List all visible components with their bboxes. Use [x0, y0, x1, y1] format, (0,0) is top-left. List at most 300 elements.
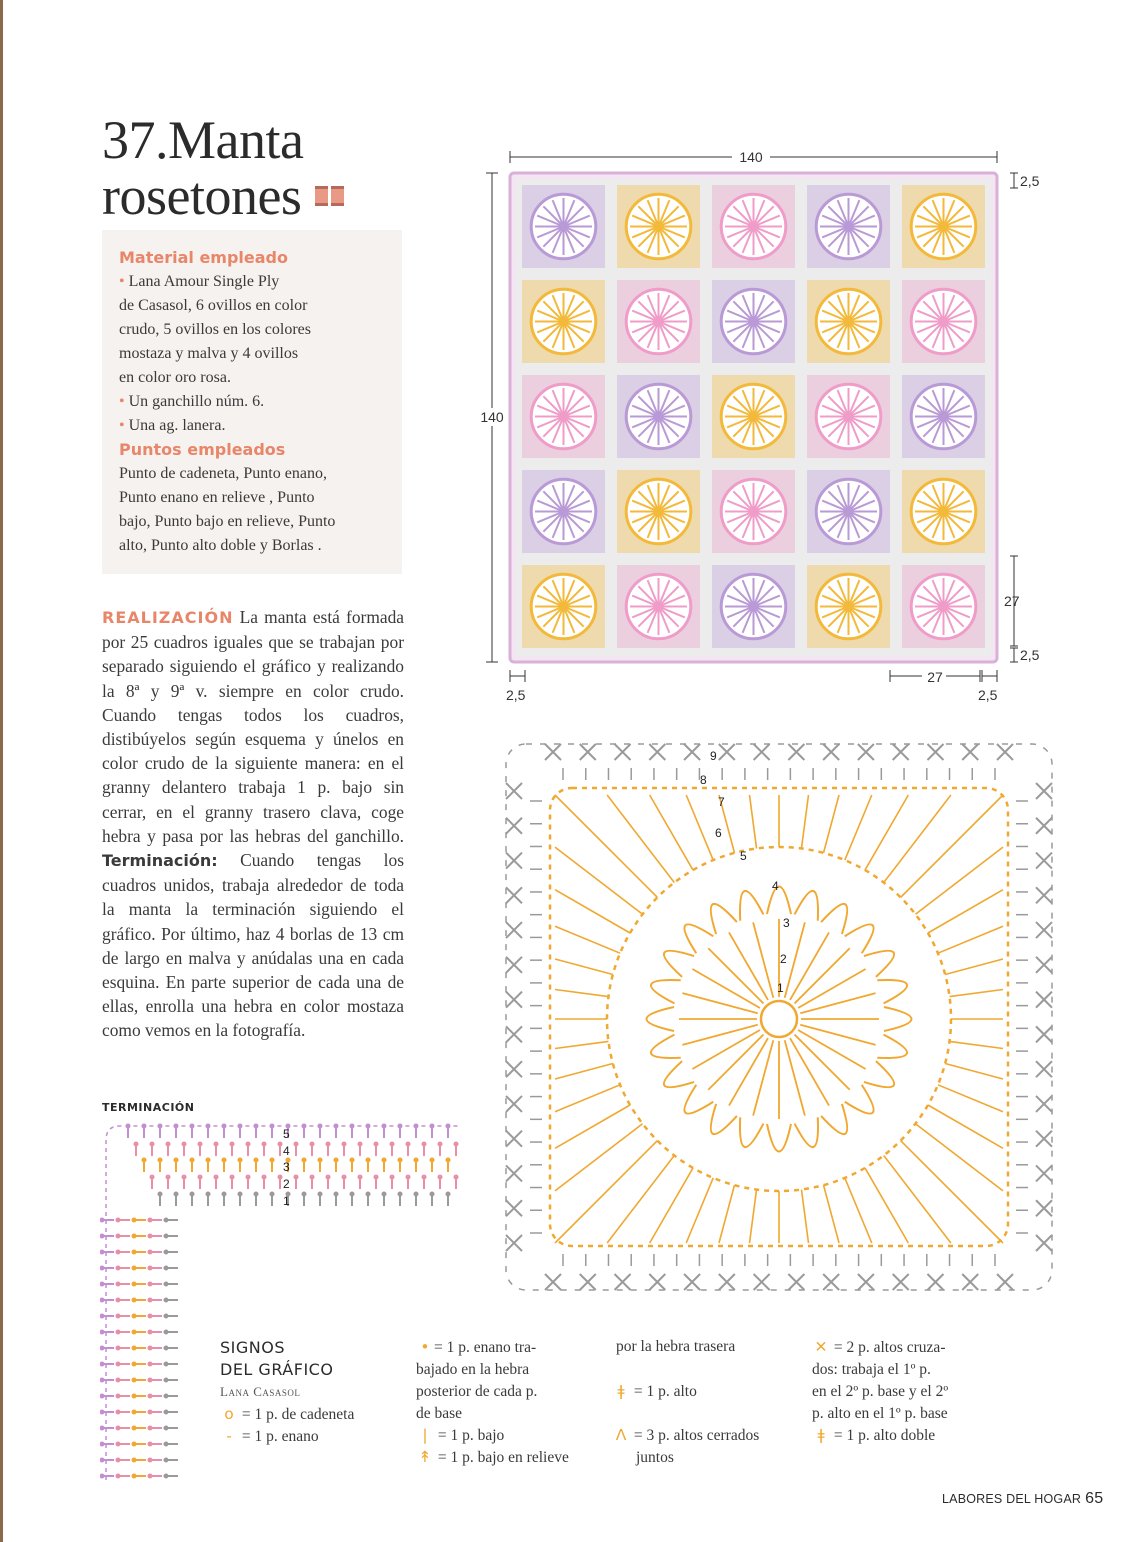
cluster-petal	[767, 887, 791, 915]
crossed-stitch	[684, 1274, 700, 1290]
term-stitch-top	[358, 1142, 363, 1147]
cluster-icon: Λ	[615, 1426, 627, 1444]
term-stitch-top	[262, 1142, 267, 1147]
dc-stitch	[938, 1085, 1003, 1112]
rosette-center	[845, 413, 853, 421]
term-stitch-top	[302, 1158, 307, 1163]
crossed-stitch	[580, 1274, 596, 1290]
term-stitch-top	[262, 1175, 267, 1180]
term-stitch-left	[132, 1362, 137, 1367]
term-stitch-left	[100, 1234, 105, 1239]
term-stitch-left	[148, 1250, 153, 1255]
instructions-text	[102, 605, 404, 1043]
term-stitch-left	[164, 1330, 169, 1335]
treble-crochet-icon: ǂ	[817, 1426, 825, 1444]
term-stitch-top	[302, 1192, 307, 1197]
term-stitch-top	[206, 1158, 211, 1163]
dot-icon: •	[420, 1338, 430, 1356]
term-stitch-left	[116, 1234, 121, 1239]
term-stitch-left	[116, 1474, 121, 1479]
inner-spoke	[790, 932, 829, 1000]
term-stitch-top	[430, 1158, 435, 1163]
term-stitch-top	[190, 1192, 195, 1197]
crossed-stitch	[506, 1026, 522, 1042]
term-stitch-top	[334, 1158, 339, 1163]
term-stitch-left	[116, 1362, 121, 1367]
rosette-center	[750, 603, 758, 611]
cluster-petal	[651, 1035, 681, 1058]
term-stitch-top	[358, 1175, 363, 1180]
term-stitch-left	[116, 1394, 121, 1399]
page-title	[102, 112, 344, 224]
term-stitch-top	[230, 1142, 235, 1147]
term-stitch-top	[238, 1192, 243, 1197]
round-label: 4	[772, 879, 779, 893]
inner-spoke	[798, 969, 866, 1008]
inner-spoke	[708, 948, 763, 1003]
term-stitch-left	[116, 1298, 121, 1303]
crossed-stitch	[719, 1274, 735, 1290]
term-stitch-top	[334, 1192, 339, 1197]
crossed-stitch	[506, 887, 522, 903]
crossed-stitch	[506, 922, 522, 938]
cluster-petal	[821, 904, 847, 934]
rosette-center	[750, 318, 758, 326]
term-stitch-left	[100, 1250, 105, 1255]
round-label: 9	[710, 749, 717, 763]
legend-enano: - = 1 p. enano	[220, 1425, 319, 1448]
crossed-stitch	[506, 818, 522, 834]
legend-alto-doble: ǂ = 1 p. alto doble	[812, 1424, 935, 1447]
inner-spoke	[795, 948, 850, 1003]
rosette-center	[655, 603, 663, 611]
term-stitch-left	[164, 1266, 169, 1271]
dc-stitch	[555, 1085, 620, 1112]
dc-stitch	[555, 847, 643, 914]
term-stitch-top	[222, 1158, 227, 1163]
inner-spoke	[800, 1025, 875, 1045]
crossed-stitch	[1036, 818, 1052, 834]
term-stitch-top	[270, 1158, 275, 1163]
crossed-stitch	[927, 744, 943, 760]
term-stitch-left	[100, 1442, 105, 1447]
crossed-stitch	[506, 1235, 522, 1251]
term-stitch-left	[148, 1474, 153, 1479]
dim-height: 140	[480, 409, 504, 425]
term-stitch-top	[278, 1175, 283, 1180]
crossed-stitch	[506, 1165, 522, 1181]
dc-stitch	[950, 990, 1003, 997]
crossed-stitch	[506, 1061, 522, 1077]
round-label: 6	[715, 826, 722, 840]
round-label: 8	[700, 773, 707, 787]
cluster-petal	[795, 891, 818, 921]
term-stitch-top	[222, 1192, 227, 1197]
rosette-center	[845, 223, 853, 231]
round-label: 7	[718, 795, 725, 809]
rosette-center	[845, 603, 853, 611]
term-stitch-left	[100, 1362, 105, 1367]
material-item: en color oro rosa.	[119, 369, 231, 386]
dc-stitch	[884, 795, 951, 883]
dc-stitch	[555, 1064, 613, 1080]
crossed-stitch	[1036, 853, 1052, 869]
cluster-petal	[740, 891, 763, 921]
crossed-stitch	[615, 744, 631, 760]
term-stitch-left	[148, 1458, 153, 1463]
dc-stitch	[686, 795, 713, 860]
crossed-stitch	[506, 1096, 522, 1112]
crossed-stitch	[1036, 887, 1052, 903]
inner-spoke	[753, 1040, 773, 1115]
page-edge	[0, 0, 3, 1542]
crossed-stitch	[545, 744, 561, 760]
magic-ring	[761, 1001, 797, 1037]
term-stitch-left	[164, 1410, 169, 1415]
rosette-center	[940, 603, 948, 611]
dc-stitch	[607, 795, 674, 883]
dc-stitch	[950, 1041, 1003, 1048]
material-heading: Material empleado	[119, 248, 288, 267]
cluster-petal	[711, 1104, 737, 1134]
chain-ring	[607, 847, 951, 1191]
term-stitch-top	[406, 1142, 411, 1147]
dim-border-right: 2,5	[1020, 647, 1040, 663]
crossed-stitch	[506, 992, 522, 1008]
dc-stitch	[801, 1190, 808, 1243]
term-stitch-left	[116, 1314, 121, 1319]
term-stitch-top	[246, 1175, 251, 1180]
term-stitch-left	[132, 1378, 137, 1383]
term-stitch-top	[198, 1175, 203, 1180]
round-label: 3	[783, 916, 790, 930]
term-stitch-top	[350, 1158, 355, 1163]
rosette-center	[845, 318, 853, 326]
term-stitch-top	[270, 1192, 275, 1197]
round-label: 1	[777, 981, 784, 995]
term-stitch-left	[100, 1378, 105, 1383]
term-stitch-left	[148, 1346, 153, 1351]
crossed-stitch	[754, 744, 770, 760]
term-stitch-left	[116, 1410, 121, 1415]
term-stitch-top	[190, 1158, 195, 1163]
dim-square: 27	[1004, 593, 1020, 609]
page-footer	[942, 1490, 1103, 1508]
dc-stitch	[555, 1041, 608, 1048]
term-stitch-left	[164, 1282, 169, 1287]
term-round-label: 4	[283, 1144, 290, 1158]
dim-border-left: 2,5	[506, 687, 526, 703]
crossed-stitch	[788, 744, 804, 760]
rosette-center	[560, 413, 568, 421]
legend-trasera: por la hebra trasera	[616, 1338, 736, 1355]
crossed-stitch	[962, 744, 978, 760]
material-box	[102, 230, 402, 574]
term-stitch-left	[116, 1330, 121, 1335]
term-stitch-top	[254, 1192, 259, 1197]
rosette-center	[655, 508, 663, 516]
term-stitch-top	[158, 1192, 163, 1197]
material-item: Una ag. lanera.	[128, 417, 226, 434]
term-stitch-left	[116, 1266, 121, 1271]
rosette-center	[560, 223, 568, 231]
term-stitch-left	[132, 1314, 137, 1319]
term-stitch-top	[374, 1142, 379, 1147]
dc-stitch	[824, 795, 840, 853]
term-stitch-left	[164, 1298, 169, 1303]
dc-stitch	[555, 1124, 643, 1191]
dc-stitch	[915, 847, 1003, 914]
legend-tres-altos: Λ = 3 p. altos cerrados juntos	[612, 1424, 802, 1469]
cluster-petal	[664, 1061, 694, 1087]
title-line-2: rosetones	[102, 166, 302, 226]
crossed-stitch	[1036, 1061, 1052, 1077]
term-stitch-top	[438, 1142, 443, 1147]
dc-stitch	[555, 959, 613, 975]
cluster-petal	[651, 980, 681, 1003]
dc-stitch	[884, 1155, 951, 1243]
crossed-stitch	[1036, 922, 1052, 938]
dc-stitch	[901, 1141, 1003, 1243]
dc-stitch	[901, 795, 1003, 897]
rosette-center	[940, 508, 948, 516]
cluster-petal	[877, 1035, 907, 1058]
crossed-stitch	[1036, 1096, 1052, 1112]
dc-stitch	[938, 926, 1003, 953]
term-stitch-top	[254, 1158, 259, 1163]
term-stitch-left	[100, 1410, 105, 1415]
crossed-stitch	[788, 1274, 804, 1290]
legend-cadeneta: o = 1 p. de cadeneta	[220, 1403, 354, 1426]
crossed-stitch	[858, 744, 874, 760]
cluster-petal	[884, 1007, 912, 1031]
dc-stitch	[607, 1155, 674, 1243]
inner-spoke	[729, 932, 768, 1000]
dc-stitch	[801, 795, 808, 848]
term-stitch-left	[148, 1362, 153, 1367]
term-stitch-left	[132, 1218, 137, 1223]
title-line-1: 37.Manta	[102, 110, 304, 170]
crossed-stitch	[649, 744, 665, 760]
term-stitch-left	[148, 1266, 153, 1271]
crossed-stitch	[506, 957, 522, 973]
single-crochet-icon: |	[422, 1426, 428, 1444]
realizacion-label: REALIZACIÓN	[102, 608, 234, 627]
term-stitch-top	[150, 1142, 155, 1147]
term-stitch-top	[342, 1142, 347, 1147]
term-stitch-top	[454, 1175, 459, 1180]
term-stitch-left	[132, 1410, 137, 1415]
term-stitch-top	[318, 1192, 323, 1197]
term-stitch-top	[238, 1158, 243, 1163]
terminacion-heading: TERMINACIÓN	[102, 1101, 195, 1114]
term-stitch-left	[148, 1282, 153, 1287]
crossed-stitch	[858, 1274, 874, 1290]
inner-spoke	[708, 1035, 763, 1090]
realizacion-text: La manta está formada por 25 cuadros iguales que se trabajan por separado siguiendo el gráfico y realizando la 8ª y 9ª v. siempre en color crudo. Cuando tengas todos los cuadros, distibúyelos según esquema y únelos en color crudo de la siguiente manera: en el granny delantero trabaja 1 p. bajo sin cerrar, en el granny trasero clava, coge hebra y pasa por las hebras del ganchillo.	[102, 607, 404, 846]
square-frame	[550, 788, 1008, 1246]
term-stitch-left	[164, 1474, 169, 1479]
term-stitch-top	[430, 1192, 435, 1197]
term-stitch-left	[116, 1458, 121, 1463]
dc-stitch	[845, 1178, 872, 1243]
term-stitch-left	[148, 1330, 153, 1335]
round-label: 2	[780, 952, 787, 966]
chain-icon: o	[224, 1405, 234, 1423]
crossed-stitch	[580, 744, 596, 760]
dc-stitch	[824, 1185, 840, 1243]
term-stitch-top	[438, 1175, 443, 1180]
dim-width: 140	[739, 149, 763, 165]
term-stitch-left	[132, 1442, 137, 1447]
term-stitch-top	[406, 1175, 411, 1180]
term-stitch-top	[206, 1192, 211, 1197]
term-stitch-left	[164, 1218, 169, 1223]
term-stitch-top	[414, 1192, 419, 1197]
term-stitch-left	[132, 1474, 137, 1479]
term-stitch-left	[100, 1458, 105, 1463]
term-stitch-top	[446, 1192, 451, 1197]
term-stitch-left	[100, 1426, 105, 1431]
term-stitch-top	[214, 1142, 219, 1147]
term-stitch-left	[100, 1330, 105, 1335]
term-stitch-left	[164, 1362, 169, 1367]
rosette-center	[750, 508, 758, 516]
cluster-petal	[647, 1007, 675, 1031]
term-stitch-left	[164, 1458, 169, 1463]
crossed-stitch	[615, 1274, 631, 1290]
crossed-stitch	[997, 744, 1013, 760]
crossed-stitch	[1036, 992, 1052, 1008]
term-stitch-top	[142, 1158, 147, 1163]
term-stitch-top	[174, 1192, 179, 1197]
term-round-label: 3	[283, 1160, 290, 1174]
inner-spoke	[798, 1030, 866, 1069]
term-stitch-top	[294, 1175, 299, 1180]
term-stitch-top	[382, 1192, 387, 1197]
inner-spoke	[682, 1025, 757, 1045]
rosette-center	[750, 413, 758, 421]
term-stitch-left	[148, 1394, 153, 1399]
term-stitch-left	[132, 1282, 137, 1287]
term-stitch-left	[164, 1394, 169, 1399]
material-item: Lana Amour Single Ply	[128, 273, 280, 290]
cluster-petal	[767, 1124, 791, 1152]
crossed-stitch	[1036, 1026, 1052, 1042]
term-stitch-left	[148, 1410, 153, 1415]
dim-border-top: 2,5	[1020, 173, 1040, 189]
crossed-stitch	[823, 1274, 839, 1290]
inner-spoke	[682, 993, 757, 1013]
legend-alto: ǂ = 1 p. alto	[612, 1380, 697, 1403]
term-stitch-left	[164, 1442, 169, 1447]
dc-stitch	[945, 1064, 1003, 1080]
term-stitch-left	[148, 1314, 153, 1319]
term-stitch-left	[116, 1250, 121, 1255]
cluster-petal	[821, 1104, 847, 1134]
dc-stitch	[750, 795, 757, 848]
crossed-stitch-icon: ✕	[814, 1338, 828, 1356]
crossed-stitch	[506, 783, 522, 799]
term-stitch-top	[294, 1142, 299, 1147]
crossed-stitch	[1036, 1131, 1052, 1147]
rosette-center	[560, 318, 568, 326]
crossed-stitch	[684, 744, 700, 760]
crossed-stitch	[893, 1274, 909, 1290]
cluster-petal	[664, 951, 694, 977]
legend-cruzados: ✕ = 2 p. altos cruza- dos: trabaja el 1º p. en el 2º p. base y el 2º p. alto en el 1º p. base	[812, 1338, 949, 1422]
term-stitch-top	[382, 1158, 387, 1163]
crossed-stitch	[1036, 783, 1052, 799]
term-stitch-top	[398, 1158, 403, 1163]
term-stitch-top	[398, 1192, 403, 1197]
page-number: 65	[1085, 1490, 1104, 1507]
dc-stitch	[555, 1141, 657, 1243]
term-stitch-left	[148, 1298, 153, 1303]
slip-stitch-icon: -	[226, 1427, 232, 1445]
term-stitch-top	[326, 1142, 331, 1147]
crossed-stitch	[506, 1200, 522, 1216]
crossed-stitch	[1036, 1200, 1052, 1216]
term-stitch-top	[446, 1158, 451, 1163]
term-stitch-top	[246, 1142, 251, 1147]
magazine-name: LABORES DEL HOGAR	[942, 1492, 1082, 1506]
term-stitch-left	[116, 1378, 121, 1383]
term-stitch-left	[132, 1346, 137, 1351]
term-stitch-left	[164, 1378, 169, 1383]
legend-bajo: | = 1 p. bajo	[416, 1424, 504, 1447]
term-stitch-top	[182, 1142, 187, 1147]
term-round-label: 2	[283, 1177, 290, 1191]
term-stitch-left	[132, 1266, 137, 1271]
term-stitch-top	[422, 1142, 427, 1147]
rosette-center	[655, 413, 663, 421]
crossed-stitch	[649, 1274, 665, 1290]
term-stitch-left	[132, 1330, 137, 1335]
granny-square-chart	[498, 736, 1060, 1296]
dc-stitch	[555, 795, 657, 897]
term-stitch-top	[342, 1175, 347, 1180]
dc-stitch	[845, 795, 872, 860]
term-stitch-top	[174, 1158, 179, 1163]
legend-title: SIGNOS DEL GRÁFICO	[220, 1338, 334, 1379]
term-stitch-left	[132, 1298, 137, 1303]
term-stitch-left	[164, 1314, 169, 1319]
term-stitch-left	[164, 1234, 169, 1239]
crossed-stitch	[1036, 1235, 1052, 1251]
spools-icon	[315, 186, 344, 206]
relief-stitch-icon: ↟	[418, 1448, 432, 1466]
term-stitch-top	[422, 1175, 427, 1180]
inner-spoke	[785, 922, 805, 997]
material-item: crudo, 5 ovillos en los colores	[119, 321, 311, 338]
dc-stitch	[686, 1178, 713, 1243]
dc-stitch	[555, 990, 608, 997]
term-stitch-left	[100, 1218, 105, 1223]
rosette-center	[845, 508, 853, 516]
term-stitch-top	[166, 1142, 171, 1147]
term-stitch-left	[100, 1266, 105, 1271]
term-stitch-top	[230, 1175, 235, 1180]
rosette-center	[560, 508, 568, 516]
cluster-petal	[864, 951, 894, 977]
term-stitch-left	[132, 1458, 137, 1463]
term-stitch-left	[116, 1426, 121, 1431]
term-stitch-left	[100, 1314, 105, 1319]
term-stitch-left	[132, 1234, 137, 1239]
inner-spoke	[753, 922, 773, 997]
term-stitch-left	[132, 1394, 137, 1399]
